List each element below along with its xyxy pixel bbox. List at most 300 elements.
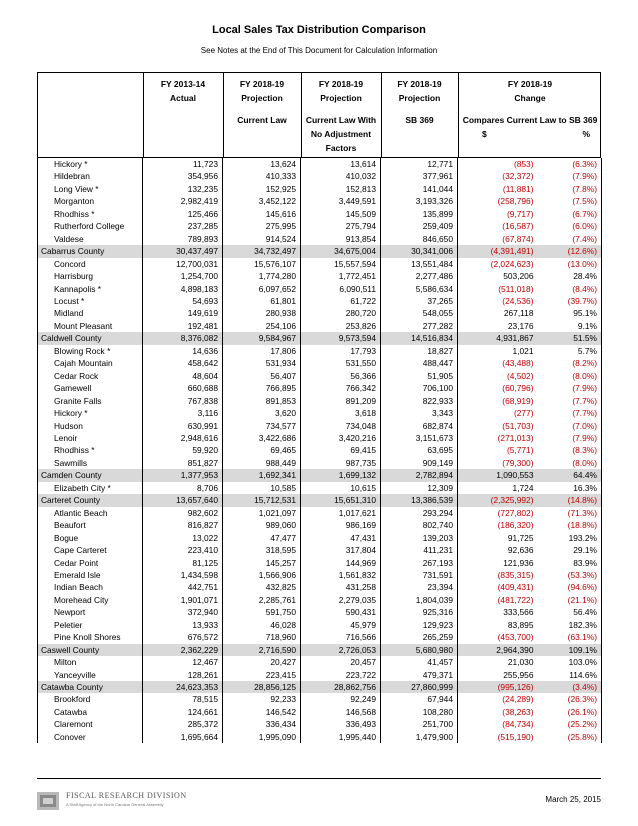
cell-change-dollar: (835,315) bbox=[458, 569, 538, 581]
cell-sb369: 12,309 bbox=[381, 482, 458, 494]
municipality-row bbox=[38, 270, 602, 282]
cell-current-law: 2,716,590 bbox=[223, 644, 301, 656]
logo-text: FISCAL RESEARCH DIVISION bbox=[66, 791, 187, 800]
cell-change-dollar: (2,325,992) bbox=[458, 494, 538, 506]
cell-sb369: 5,586,634 bbox=[381, 283, 458, 295]
cell-fy2013-actual: 54,693 bbox=[143, 295, 223, 307]
municipality-row bbox=[38, 283, 602, 295]
header-line: FY 2018-19 bbox=[507, 79, 553, 89]
cell-current-law: 531,934 bbox=[223, 357, 301, 369]
row-name: Atlantic Beach bbox=[38, 507, 143, 519]
header-line: Projection bbox=[320, 93, 362, 103]
cell-no-adjustment: 734,048 bbox=[301, 420, 381, 432]
cell-change-percent: 51.5% bbox=[538, 332, 602, 344]
cell-change-percent: (94.6%) bbox=[538, 581, 602, 593]
cell-fy2013-actual: 2,362,229 bbox=[143, 644, 223, 656]
cell-sb369: 5,680,980 bbox=[381, 644, 458, 656]
cell-change-percent: (7.8%) bbox=[538, 183, 602, 195]
cell-current-law: 56,407 bbox=[223, 370, 301, 382]
cell-current-law: 13,624 bbox=[223, 158, 301, 170]
row-name: Concord bbox=[38, 258, 143, 270]
cell-fy2013-actual: 4,898,183 bbox=[143, 283, 223, 295]
cell-change-dollar: (51,703) bbox=[458, 420, 538, 432]
cell-no-adjustment: 9,573,594 bbox=[301, 332, 381, 344]
cell-no-adjustment: 13,614 bbox=[301, 158, 381, 170]
cell-fy2013-actual: 149,619 bbox=[143, 307, 223, 319]
cell-current-law: 3,422,686 bbox=[223, 432, 301, 444]
cell-sb369: 293,294 bbox=[381, 507, 458, 519]
row-name: Caswell County bbox=[38, 644, 143, 656]
cell-change-percent: (6.7%) bbox=[538, 208, 602, 220]
cell-no-adjustment: 28,862,756 bbox=[301, 681, 381, 693]
cell-sb369: 63,695 bbox=[381, 444, 458, 456]
row-name: Mount Pleasant bbox=[38, 320, 143, 332]
cell-sb369: 13,551,484 bbox=[381, 258, 458, 270]
cell-sb369: 3,343 bbox=[381, 407, 458, 419]
row-name: Emerald Isle bbox=[38, 569, 143, 581]
cell-fy2013-actual: 8,706 bbox=[143, 482, 223, 494]
cell-sb369: 67,944 bbox=[381, 693, 458, 705]
cell-sb369: 139,203 bbox=[381, 532, 458, 544]
row-name: Lenoir bbox=[38, 432, 143, 444]
cell-change-dollar: (60,796) bbox=[458, 382, 538, 394]
cell-fy2013-actual: 13,657,640 bbox=[143, 494, 223, 506]
cell-change-percent: (39.7%) bbox=[538, 295, 602, 307]
row-name: Caldwell County bbox=[38, 332, 143, 344]
row-name: Cabarrus County bbox=[38, 245, 143, 257]
cell-fy2013-actual: 223,410 bbox=[143, 544, 223, 556]
cell-sb369: 135,899 bbox=[381, 208, 458, 220]
cell-change-dollar: (277) bbox=[458, 407, 538, 419]
row-name: Hildebran bbox=[38, 170, 143, 182]
cell-change-percent: (8.0%) bbox=[538, 457, 602, 469]
cell-fy2013-actual: 285,372 bbox=[143, 718, 223, 730]
cell-sb369: 267,193 bbox=[381, 557, 458, 569]
row-name: Yanceyville bbox=[38, 669, 143, 681]
row-name: Bogue bbox=[38, 532, 143, 544]
cell-current-law: 6,097,652 bbox=[223, 283, 301, 295]
cell-fy2013-actual: 1,695,664 bbox=[143, 731, 223, 743]
cell-current-law: 432,825 bbox=[223, 581, 301, 593]
cell-change-dollar: (515,190) bbox=[458, 731, 538, 743]
cell-sb369: 682,874 bbox=[381, 420, 458, 432]
cell-no-adjustment: 1,561,832 bbox=[301, 569, 381, 581]
cell-fy2013-actual: 81,125 bbox=[143, 557, 223, 569]
header-current-law bbox=[223, 77, 301, 127]
cell-fy2013-actual: 8,376,082 bbox=[143, 332, 223, 344]
cell-sb369: 27,860,999 bbox=[381, 681, 458, 693]
cell-fy2013-actual: 78,515 bbox=[143, 693, 223, 705]
municipality-row bbox=[38, 706, 602, 718]
cell-change-dollar: (995,126) bbox=[458, 681, 538, 693]
cell-fy2013-actual: 1,377,953 bbox=[143, 469, 223, 481]
row-name: Beaufort bbox=[38, 519, 143, 531]
cell-sb369: 30,341,006 bbox=[381, 245, 458, 257]
cell-change-dollar: (79,300) bbox=[458, 457, 538, 469]
page-subtitle: See Notes at the End of This Document for Calculation Information bbox=[200, 46, 438, 55]
cell-change-percent: (26.3%) bbox=[538, 693, 602, 705]
municipality-row bbox=[38, 370, 602, 382]
header-line: FY 2018-19 bbox=[239, 79, 285, 89]
cell-current-law: 280,938 bbox=[223, 307, 301, 319]
row-name: Catawba bbox=[38, 706, 143, 718]
cell-current-law: 145,257 bbox=[223, 557, 301, 569]
cell-fy2013-actual: 24,623,353 bbox=[143, 681, 223, 693]
row-name: Claremont bbox=[38, 718, 143, 730]
cell-no-adjustment: 891,209 bbox=[301, 395, 381, 407]
cell-current-law: 318,595 bbox=[223, 544, 301, 556]
table-bottom-border bbox=[37, 778, 601, 779]
cell-change-dollar: (2,024,623) bbox=[458, 258, 538, 270]
cell-no-adjustment: 431,258 bbox=[301, 581, 381, 593]
cell-sb369: 377,961 bbox=[381, 170, 458, 182]
cell-no-adjustment: 6,090,511 bbox=[301, 283, 381, 295]
cell-no-adjustment: 56,366 bbox=[301, 370, 381, 382]
cell-fy2013-actual: 48,604 bbox=[143, 370, 223, 382]
header-percent: % bbox=[582, 129, 590, 139]
cell-no-adjustment: 47,431 bbox=[301, 532, 381, 544]
cell-sb369: 706,100 bbox=[381, 382, 458, 394]
cell-change-percent: (7.9%) bbox=[538, 170, 602, 182]
cell-change-dollar: (727,802) bbox=[458, 507, 538, 519]
cell-fy2013-actual: 132,235 bbox=[143, 183, 223, 195]
cell-change-percent: 16.3% bbox=[538, 482, 602, 494]
row-name: Carteret County bbox=[38, 494, 143, 506]
cell-current-law: 152,925 bbox=[223, 183, 301, 195]
row-name: Hudson bbox=[38, 420, 143, 432]
cell-change-percent: (3.4%) bbox=[538, 681, 602, 693]
municipality-row bbox=[38, 532, 602, 544]
cell-no-adjustment: 146,568 bbox=[301, 706, 381, 718]
cell-no-adjustment: 20,457 bbox=[301, 656, 381, 668]
cell-change-percent: (21.1%) bbox=[538, 594, 602, 606]
row-name: Granite Falls bbox=[38, 395, 143, 407]
cell-fy2013-actual: 442,751 bbox=[143, 581, 223, 593]
cell-fy2013-actual: 660,688 bbox=[143, 382, 223, 394]
municipality-row bbox=[38, 557, 602, 569]
cell-fy2013-actual: 630,991 bbox=[143, 420, 223, 432]
cell-change-percent: (8.4%) bbox=[538, 283, 602, 295]
row-name: Cape Carteret bbox=[38, 544, 143, 556]
cell-sb369: 822,933 bbox=[381, 395, 458, 407]
municipality-row bbox=[38, 731, 602, 743]
cell-fy2013-actual: 237,285 bbox=[143, 220, 223, 232]
cell-current-law: 989,060 bbox=[223, 519, 301, 531]
cell-no-adjustment: 3,449,591 bbox=[301, 195, 381, 207]
cell-current-law: 34,732,497 bbox=[223, 245, 301, 257]
cell-change-dollar: (511,018) bbox=[458, 283, 538, 295]
cell-change-percent: (25.8%) bbox=[538, 731, 602, 743]
cell-current-law: 1,021,097 bbox=[223, 507, 301, 519]
cell-no-adjustment: 590,431 bbox=[301, 606, 381, 618]
cell-change-dollar: (5,771) bbox=[458, 444, 538, 456]
cell-fy2013-actual: 372,940 bbox=[143, 606, 223, 618]
cell-current-law: 46,028 bbox=[223, 619, 301, 631]
row-name: Rutherford College bbox=[38, 220, 143, 232]
fiscal-research-division-logo bbox=[36, 791, 256, 813]
county-row bbox=[38, 245, 602, 257]
cell-fy2013-actual: 1,254,700 bbox=[143, 270, 223, 282]
cell-fy2013-actual: 124,661 bbox=[143, 706, 223, 718]
row-name: Midland bbox=[38, 307, 143, 319]
cell-no-adjustment: 3,618 bbox=[301, 407, 381, 419]
cell-change-dollar: (853) bbox=[458, 158, 538, 170]
municipality-row bbox=[38, 718, 602, 730]
cell-change-percent: 114.6% bbox=[538, 669, 602, 681]
cell-fy2013-actual: 1,901,071 bbox=[143, 594, 223, 606]
cell-current-law: 47,477 bbox=[223, 532, 301, 544]
cell-fy2013-actual: 192,481 bbox=[143, 320, 223, 332]
cell-sb369: 259,409 bbox=[381, 220, 458, 232]
cell-change-dollar: 255,956 bbox=[458, 669, 538, 681]
cell-change-percent: (7.7%) bbox=[538, 395, 602, 407]
row-name: Valdese bbox=[38, 233, 143, 245]
cell-no-adjustment: 1,017,621 bbox=[301, 507, 381, 519]
distribution-table bbox=[37, 158, 602, 743]
cell-change-dollar: (24,536) bbox=[458, 295, 538, 307]
cell-current-law: 15,576,107 bbox=[223, 258, 301, 270]
municipality-row bbox=[38, 656, 602, 668]
cell-change-dollar: (481,722) bbox=[458, 594, 538, 606]
cell-change-percent: (7.9%) bbox=[538, 382, 602, 394]
cell-current-law: 1,774,280 bbox=[223, 270, 301, 282]
header-line: Projection bbox=[241, 93, 283, 103]
cell-current-law: 61,801 bbox=[223, 295, 301, 307]
municipality-row bbox=[38, 420, 602, 432]
cell-current-law: 718,960 bbox=[223, 631, 301, 643]
header-line: Compares Current Law to SB 369 bbox=[462, 115, 598, 125]
cell-change-percent: 95.1% bbox=[538, 307, 602, 319]
cell-sb369: 1,804,039 bbox=[381, 594, 458, 606]
cell-current-law: 254,106 bbox=[223, 320, 301, 332]
cell-fy2013-actual: 354,956 bbox=[143, 170, 223, 182]
cell-current-law: 92,233 bbox=[223, 693, 301, 705]
cell-change-percent: (6.3%) bbox=[538, 158, 602, 170]
cell-change-percent: (26.1%) bbox=[538, 706, 602, 718]
cell-current-law: 1,692,341 bbox=[223, 469, 301, 481]
cell-sb369: 925,316 bbox=[381, 606, 458, 618]
county-row bbox=[38, 332, 602, 344]
cell-current-law: 3,452,122 bbox=[223, 195, 301, 207]
cell-fy2013-actual: 3,116 bbox=[143, 407, 223, 419]
header-line: FY 2018-19 bbox=[397, 79, 442, 89]
cell-change-percent: (6.0%) bbox=[538, 220, 602, 232]
header-line: Change bbox=[514, 93, 546, 103]
cell-change-percent: (12.6%) bbox=[538, 245, 602, 257]
cell-change-percent: (8.0%) bbox=[538, 370, 602, 382]
row-name: Cajah Mountain bbox=[38, 357, 143, 369]
cell-fy2013-actual: 458,642 bbox=[143, 357, 223, 369]
cell-change-dollar: (4,502) bbox=[458, 370, 538, 382]
cell-change-percent: (7.5%) bbox=[538, 195, 602, 207]
cell-change-dollar: (9,717) bbox=[458, 208, 538, 220]
cell-sb369: 488,447 bbox=[381, 357, 458, 369]
row-name: Long View * bbox=[38, 183, 143, 195]
row-name: Elizabeth City * bbox=[38, 482, 143, 494]
cell-change-dollar: 23,176 bbox=[458, 320, 538, 332]
cell-change-dollar: (453,700) bbox=[458, 631, 538, 643]
cell-change-dollar: (258,796) bbox=[458, 195, 538, 207]
cell-no-adjustment: 15,557,594 bbox=[301, 258, 381, 270]
document-date: March 25, 2015 bbox=[545, 795, 601, 804]
cell-fy2013-actual: 816,827 bbox=[143, 519, 223, 531]
cell-no-adjustment: 716,566 bbox=[301, 631, 381, 643]
row-name: Morehead City bbox=[38, 594, 143, 606]
cell-fy2013-actual: 767,838 bbox=[143, 395, 223, 407]
cell-change-dollar: 1,724 bbox=[458, 482, 538, 494]
cell-current-law: 891,853 bbox=[223, 395, 301, 407]
cell-no-adjustment: 766,342 bbox=[301, 382, 381, 394]
cell-change-percent: (7.4%) bbox=[538, 233, 602, 245]
municipality-row bbox=[38, 395, 602, 407]
row-name: Hickory * bbox=[38, 158, 143, 170]
municipality-row bbox=[38, 594, 602, 606]
cell-change-percent: (7.0%) bbox=[538, 420, 602, 432]
cell-current-law: 3,620 bbox=[223, 407, 301, 419]
cell-change-percent: 5.7% bbox=[538, 345, 602, 357]
logo-subtext: A Staff Agency of the North Carolina General Assembly bbox=[66, 802, 164, 807]
cell-fy2013-actual: 676,572 bbox=[143, 631, 223, 643]
row-name: Pine Knoll Shores bbox=[38, 631, 143, 643]
cell-sb369: 14,516,834 bbox=[381, 332, 458, 344]
cell-sb369: 2,782,894 bbox=[381, 469, 458, 481]
cell-change-percent: 29.1% bbox=[538, 544, 602, 556]
cell-change-dollar: 333,566 bbox=[458, 606, 538, 618]
cell-no-adjustment: 34,675,004 bbox=[301, 245, 381, 257]
row-name: Milton bbox=[38, 656, 143, 668]
cell-change-dollar: (186,320) bbox=[458, 519, 538, 531]
cell-sb369: 277,282 bbox=[381, 320, 458, 332]
row-name: Cedar Rock bbox=[38, 370, 143, 382]
row-name: Morganton bbox=[38, 195, 143, 207]
cell-no-adjustment: 152,813 bbox=[301, 183, 381, 195]
municipality-row bbox=[38, 170, 602, 182]
municipality-row bbox=[38, 158, 602, 170]
cell-current-law: 2,285,761 bbox=[223, 594, 301, 606]
cell-current-law: 223,415 bbox=[223, 669, 301, 681]
county-row bbox=[38, 644, 602, 656]
municipality-row bbox=[38, 606, 602, 618]
cell-sb369: 1,479,900 bbox=[381, 731, 458, 743]
cell-no-adjustment: 145,509 bbox=[301, 208, 381, 220]
municipality-row bbox=[38, 382, 602, 394]
cell-current-law: 766,895 bbox=[223, 382, 301, 394]
cell-change-dollar: 4,931,867 bbox=[458, 332, 538, 344]
cell-change-percent: 83.9% bbox=[538, 557, 602, 569]
cell-no-adjustment: 317,804 bbox=[301, 544, 381, 556]
header-line: Actual bbox=[170, 93, 196, 103]
cell-fy2013-actual: 59,920 bbox=[143, 444, 223, 456]
row-name: Peletier bbox=[38, 619, 143, 631]
cell-sb369: 548,055 bbox=[381, 307, 458, 319]
municipality-row bbox=[38, 357, 602, 369]
cell-change-percent: 9.1% bbox=[538, 320, 602, 332]
municipality-row bbox=[38, 183, 602, 195]
cell-current-law: 9,584,967 bbox=[223, 332, 301, 344]
cell-change-percent: (18.8%) bbox=[538, 519, 602, 531]
cell-no-adjustment: 1,995,440 bbox=[301, 731, 381, 743]
cell-no-adjustment: 45,979 bbox=[301, 619, 381, 631]
cell-change-dollar: 1,090,553 bbox=[458, 469, 538, 481]
row-name: Camden County bbox=[38, 469, 143, 481]
cell-change-dollar: 503,206 bbox=[458, 270, 538, 282]
cell-change-dollar: 2,964,390 bbox=[458, 644, 538, 656]
cell-fy2013-actual: 14,636 bbox=[143, 345, 223, 357]
cell-current-law: 146,542 bbox=[223, 706, 301, 718]
row-name: Rhodhiss * bbox=[38, 444, 143, 456]
cell-change-dollar: 121,936 bbox=[458, 557, 538, 569]
row-name: Harrisburg bbox=[38, 270, 143, 282]
cell-current-law: 17,806 bbox=[223, 345, 301, 357]
cell-sb369: 3,151,673 bbox=[381, 432, 458, 444]
cell-no-adjustment: 69,415 bbox=[301, 444, 381, 456]
cell-sb369: 3,193,326 bbox=[381, 195, 458, 207]
municipality-row bbox=[38, 544, 602, 556]
cell-no-adjustment: 913,854 bbox=[301, 233, 381, 245]
cell-change-percent: (8.2%) bbox=[538, 357, 602, 369]
municipality-row bbox=[38, 432, 602, 444]
row-name: Cedar Point bbox=[38, 557, 143, 569]
cell-change-percent: 64.4% bbox=[538, 469, 602, 481]
municipality-row bbox=[38, 507, 602, 519]
row-name: Locust * bbox=[38, 295, 143, 307]
row-name: Newport bbox=[38, 606, 143, 618]
cell-no-adjustment: 17,793 bbox=[301, 345, 381, 357]
row-name: Blowing Rock * bbox=[38, 345, 143, 357]
cell-current-law: 69,465 bbox=[223, 444, 301, 456]
cell-fy2013-actual: 12,467 bbox=[143, 656, 223, 668]
cell-fy2013-actual: 125,466 bbox=[143, 208, 223, 220]
cell-no-adjustment: 2,279,035 bbox=[301, 594, 381, 606]
cell-change-dollar: (38,263) bbox=[458, 706, 538, 718]
cell-change-percent: (25.2%) bbox=[538, 718, 602, 730]
cell-fy2013-actual: 2,948,616 bbox=[143, 432, 223, 444]
cell-fy2013-actual: 982,602 bbox=[143, 507, 223, 519]
municipality-row bbox=[38, 195, 602, 207]
cell-sb369: 41,457 bbox=[381, 656, 458, 668]
cell-sb369: 23,394 bbox=[381, 581, 458, 593]
cell-sb369: 141,044 bbox=[381, 183, 458, 195]
cell-sb369: 18,827 bbox=[381, 345, 458, 357]
cell-change-dollar: 83,895 bbox=[458, 619, 538, 631]
municipality-row bbox=[38, 619, 602, 631]
cell-fy2013-actual: 2,982,419 bbox=[143, 195, 223, 207]
cell-change-dollar: 21,030 bbox=[458, 656, 538, 668]
cell-current-law: 145,616 bbox=[223, 208, 301, 220]
cell-no-adjustment: 92,249 bbox=[301, 693, 381, 705]
cell-no-adjustment: 2,726,053 bbox=[301, 644, 381, 656]
cell-change-dollar: (32,372) bbox=[458, 170, 538, 182]
municipality-row bbox=[38, 220, 602, 232]
cell-sb369: 13,386,539 bbox=[381, 494, 458, 506]
cell-current-law: 410,333 bbox=[223, 170, 301, 182]
cell-current-law: 10,585 bbox=[223, 482, 301, 494]
cell-change-percent: (13.0%) bbox=[538, 258, 602, 270]
municipality-row bbox=[38, 407, 602, 419]
row-name: Conover bbox=[38, 731, 143, 743]
cell-no-adjustment: 223,722 bbox=[301, 669, 381, 681]
row-name: Brookford bbox=[38, 693, 143, 705]
cell-change-percent: (53.3%) bbox=[538, 569, 602, 581]
row-name: Hickory * bbox=[38, 407, 143, 419]
cell-change-percent: (63.1%) bbox=[538, 631, 602, 643]
county-row bbox=[38, 494, 602, 506]
cell-current-law: 20,427 bbox=[223, 656, 301, 668]
municipality-row bbox=[38, 444, 602, 456]
cell-change-percent: (7.9%) bbox=[538, 432, 602, 444]
seal-icon bbox=[36, 791, 60, 811]
cell-current-law: 336,434 bbox=[223, 718, 301, 730]
